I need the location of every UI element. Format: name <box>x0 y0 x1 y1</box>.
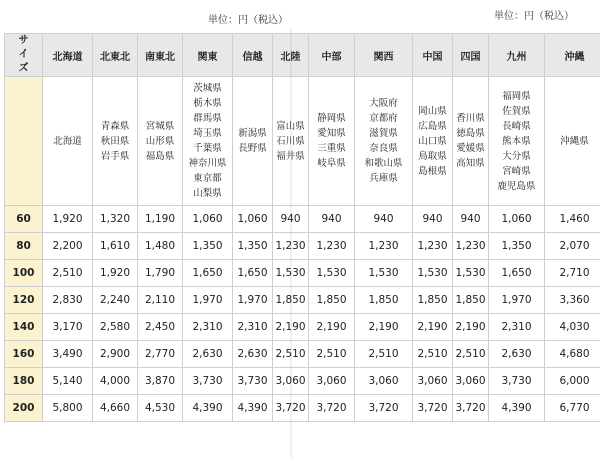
price-cell: 1,230 <box>453 233 489 260</box>
prefecture-name: 岐阜県 <box>317 158 346 169</box>
price-cell: 3,730 <box>183 368 233 395</box>
price-cell: 1,790 <box>138 260 183 287</box>
price-cell: 1,320 <box>93 206 138 233</box>
prefecture-list <box>489 77 545 206</box>
price-cell: 3,060 <box>453 368 489 395</box>
price-cell: 3,720 <box>309 395 355 422</box>
table-row <box>5 287 600 314</box>
price-cell: 2,510 <box>413 341 453 368</box>
region-header: 四国 <box>453 34 489 77</box>
region-header: 中国 <box>413 34 453 77</box>
prefecture-name: 高知県 <box>456 158 485 169</box>
table-row <box>5 314 600 341</box>
prefecture-name: 東京都 <box>193 173 222 184</box>
price-cell: 2,510 <box>273 341 309 368</box>
price-cell: 2,830 <box>43 287 93 314</box>
price-cell: 2,510 <box>43 260 93 287</box>
prefecture-name: 沖縄県 <box>560 135 589 147</box>
price-cell: 2,630 <box>183 341 233 368</box>
prefecture-name: 石川県 <box>276 135 305 147</box>
price-cell: 1,610 <box>93 233 138 260</box>
price-cell: 1,060 <box>183 206 233 233</box>
price-cell: 3,720 <box>453 395 489 422</box>
price-cell: 6,770 <box>545 395 600 422</box>
prefecture-list <box>309 77 355 206</box>
unit-label: 単位：円（税込） <box>208 15 288 26</box>
prefecture-name: 富山県 <box>276 120 305 132</box>
price-cell: 1,650 <box>489 260 545 287</box>
prefecture-name: 埼玉県 <box>193 128 222 139</box>
size-cell: 200 <box>5 395 43 422</box>
price-cell: 3,060 <box>309 368 355 395</box>
prefecture-name: 山形県 <box>145 135 175 147</box>
price-cell: 1,650 <box>233 260 273 287</box>
price-cell: 4,680 <box>545 341 600 368</box>
price-cell: 3,360 <box>545 287 600 314</box>
size-column-spacer <box>5 77 43 206</box>
size-cell: 160 <box>5 341 43 368</box>
price-cell: 2,240 <box>93 287 138 314</box>
prefecture-list <box>355 77 413 206</box>
price-cell: 2,510 <box>453 341 489 368</box>
rate-table-body <box>5 206 600 422</box>
size-column-header: サイズ <box>5 34 43 77</box>
price-cell: 4,530 <box>138 395 183 422</box>
price-cell: 4,660 <box>93 395 138 422</box>
table-row <box>5 206 600 233</box>
price-cell: 1,190 <box>138 206 183 233</box>
prefecture-name: 茨城県 <box>193 83 222 94</box>
price-cell: 1,230 <box>413 233 453 260</box>
price-cell: 2,190 <box>273 314 309 341</box>
price-cell: 1,650 <box>183 260 233 287</box>
region-header: 関東 <box>183 34 233 77</box>
prefecture-name: 鹿児島県 <box>497 180 536 192</box>
price-cell: 1,230 <box>355 233 413 260</box>
price-cell: 3,060 <box>273 368 309 395</box>
price-cell: 1,350 <box>489 233 545 260</box>
unit-label-secondary: 単位：円（税込） <box>494 11 574 22</box>
price-cell: 2,110 <box>138 287 183 314</box>
price-cell: 2,630 <box>489 341 545 368</box>
price-cell: 3,730 <box>233 368 273 395</box>
prefecture-row <box>5 77 600 206</box>
price-cell: 1,060 <box>489 206 545 233</box>
price-cell: 3,720 <box>355 395 413 422</box>
prefecture-name: 京都府 <box>369 113 398 124</box>
price-cell: 1,350 <box>233 233 273 260</box>
price-cell: 2,190 <box>309 314 355 341</box>
prefecture-name: 熊本県 <box>502 135 531 147</box>
stitch-seam <box>290 28 292 458</box>
price-cell: 2,510 <box>309 341 355 368</box>
prefecture-name: 山口県 <box>418 135 447 147</box>
price-cell: 1,230 <box>273 233 309 260</box>
price-cell: 2,310 <box>489 314 545 341</box>
price-cell: 3,870 <box>138 368 183 395</box>
price-cell: 3,060 <box>413 368 453 395</box>
region-header: 北海道 <box>43 34 93 77</box>
price-cell: 2,770 <box>138 341 183 368</box>
price-cell: 1,850 <box>413 287 453 314</box>
prefecture-name: 新潟県 <box>238 128 267 139</box>
price-cell: 3,490 <box>43 341 93 368</box>
prefecture-name: 静岡県 <box>317 113 346 124</box>
size-cell: 100 <box>5 260 43 287</box>
price-cell: 1,350 <box>183 233 233 260</box>
prefecture-list <box>43 77 93 206</box>
prefecture-list <box>183 77 233 206</box>
region-header: 関西 <box>355 34 413 77</box>
price-cell: 2,310 <box>183 314 233 341</box>
prefecture-name: 大分県 <box>502 150 531 162</box>
region-header: 信越 <box>233 34 273 77</box>
price-cell: 2,900 <box>93 341 138 368</box>
price-cell: 2,630 <box>233 341 273 368</box>
prefecture-list <box>453 77 489 206</box>
price-cell: 2,200 <box>43 233 93 260</box>
table-row <box>5 233 600 260</box>
prefecture-name: 群馬県 <box>193 113 222 124</box>
price-cell: 2,510 <box>355 341 413 368</box>
price-cell: 2,190 <box>413 314 453 341</box>
region-header: 中部 <box>309 34 355 77</box>
size-cell: 80 <box>5 233 43 260</box>
prefecture-name: 福島県 <box>145 150 175 162</box>
prefecture-name: 島根県 <box>418 165 447 177</box>
prefecture-name: 鳥取県 <box>418 150 447 162</box>
price-cell: 1,920 <box>43 206 93 233</box>
prefecture-name: 神奈川県 <box>188 158 227 169</box>
price-cell: 1,530 <box>273 260 309 287</box>
size-cell: 120 <box>5 287 43 314</box>
price-cell: 4,390 <box>183 395 233 422</box>
prefecture-name: 香川県 <box>456 113 485 124</box>
price-cell: 1,460 <box>545 206 600 233</box>
prefecture-name: 愛知県 <box>317 128 346 139</box>
price-cell: 1,060 <box>233 206 273 233</box>
price-cell: 3,720 <box>413 395 453 422</box>
price-cell: 940 <box>355 206 413 233</box>
prefecture-name: 福岡県 <box>502 90 531 102</box>
price-cell: 1,850 <box>453 287 489 314</box>
prefecture-name: 宮崎県 <box>502 165 531 177</box>
region-header: 北陸 <box>273 34 309 77</box>
price-cell: 1,970 <box>233 287 273 314</box>
size-cell: 140 <box>5 314 43 341</box>
price-cell: 1,850 <box>273 287 309 314</box>
region-header: 九州 <box>489 34 545 77</box>
prefecture-name: 佐賀県 <box>502 105 531 117</box>
size-cell: 180 <box>5 368 43 395</box>
table-row <box>5 368 600 395</box>
prefecture-name: 栃木県 <box>193 98 222 109</box>
region-header: 北東北 <box>93 34 138 77</box>
prefecture-name: 秋田県 <box>100 135 130 147</box>
price-cell: 2,310 <box>233 314 273 341</box>
price-cell: 5,140 <box>43 368 93 395</box>
price-cell: 5,800 <box>43 395 93 422</box>
price-cell: 1,530 <box>413 260 453 287</box>
region-header-row <box>5 34 600 77</box>
table-row <box>5 260 600 287</box>
prefecture-name: 和歌山県 <box>364 158 403 169</box>
price-cell: 1,970 <box>489 287 545 314</box>
price-cell: 1,230 <box>309 233 355 260</box>
prefecture-name: 北海道 <box>53 135 82 147</box>
prefecture-name: 愛媛県 <box>456 143 485 154</box>
price-cell: 1,970 <box>183 287 233 314</box>
prefecture-name: 山梨県 <box>193 188 222 199</box>
price-cell: 1,920 <box>93 260 138 287</box>
prefecture-list <box>233 77 273 206</box>
price-cell: 1,530 <box>309 260 355 287</box>
shipping-rate-table <box>4 33 600 422</box>
prefecture-name: 福井県 <box>276 150 305 162</box>
price-cell: 2,580 <box>93 314 138 341</box>
price-cell: 4,390 <box>489 395 545 422</box>
prefecture-list <box>413 77 453 206</box>
price-cell: 1,530 <box>453 260 489 287</box>
size-cell: 60 <box>5 206 43 233</box>
prefecture-name: 徳島県 <box>456 128 485 139</box>
prefecture-name: 宮城県 <box>145 120 175 132</box>
price-cell: 4,030 <box>545 314 600 341</box>
prefecture-name: 兵庫県 <box>369 173 398 184</box>
prefecture-name: 三重県 <box>317 143 346 154</box>
price-cell: 3,730 <box>489 368 545 395</box>
prefecture-name: 長野県 <box>238 143 267 154</box>
table-row <box>5 341 600 368</box>
price-cell: 2,190 <box>355 314 413 341</box>
price-cell: 1,850 <box>309 287 355 314</box>
price-cell: 2,070 <box>545 233 600 260</box>
price-cell: 1,850 <box>355 287 413 314</box>
prefecture-list <box>545 77 600 206</box>
prefecture-name: 千葉県 <box>193 143 222 154</box>
prefecture-name: 広島県 <box>418 120 447 132</box>
prefecture-name: 滋賀県 <box>369 128 398 139</box>
prefecture-name: 青森県 <box>100 120 130 132</box>
price-cell: 1,480 <box>138 233 183 260</box>
region-header: 南東北 <box>138 34 183 77</box>
region-header: 沖縄 <box>545 34 600 77</box>
price-cell: 6,000 <box>545 368 600 395</box>
price-cell: 3,170 <box>43 314 93 341</box>
prefecture-name: 大阪府 <box>369 98 398 109</box>
price-cell: 2,450 <box>138 314 183 341</box>
prefecture-name: 長崎県 <box>502 120 531 132</box>
price-cell: 1,530 <box>355 260 413 287</box>
price-cell: 2,710 <box>545 260 600 287</box>
price-cell: 3,060 <box>355 368 413 395</box>
prefecture-name: 奈良県 <box>369 143 398 154</box>
price-cell: 940 <box>309 206 355 233</box>
price-cell: 940 <box>453 206 489 233</box>
price-cell: 940 <box>413 206 453 233</box>
price-cell: 4,000 <box>93 368 138 395</box>
table-row <box>5 395 600 422</box>
price-cell: 3,720 <box>273 395 309 422</box>
price-cell: 2,190 <box>453 314 489 341</box>
prefecture-list <box>138 77 183 206</box>
prefecture-name: 岡山県 <box>418 105 447 117</box>
price-cell: 4,390 <box>233 395 273 422</box>
prefecture-list <box>93 77 138 206</box>
prefecture-name: 岩手県 <box>100 150 130 162</box>
price-cell: 940 <box>273 206 309 233</box>
